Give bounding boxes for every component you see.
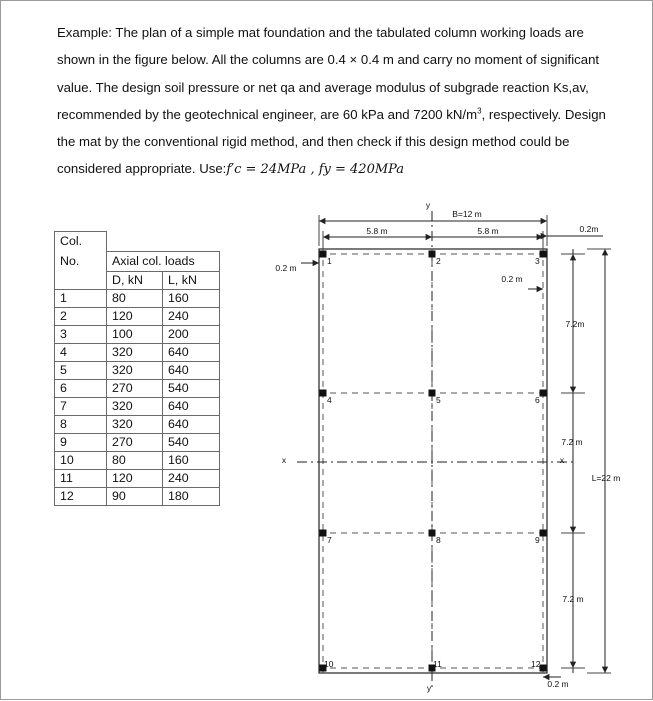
- dimension-arrow: [570, 387, 576, 393]
- row-live-load: 180: [163, 487, 220, 505]
- header-live-load: L, kN: [163, 271, 220, 289]
- dimension-label: B=12 m: [452, 209, 482, 219]
- row-col-no: 9: [55, 433, 107, 451]
- row-col-no: 4: [55, 343, 107, 361]
- row-dead-load: 100: [107, 325, 163, 343]
- row-dead-load: 120: [107, 469, 163, 487]
- row-dead-load: 320: [107, 361, 163, 379]
- row-dead-load: 120: [107, 307, 163, 325]
- row-dead-load: 80: [107, 289, 163, 307]
- mat-foundation-plan: [1, 1, 653, 701]
- row-live-load: 240: [163, 469, 220, 487]
- column-label: 7: [327, 535, 332, 545]
- problem-text-part-1: Example: The plan of a simple mat foundation and the tabulated column working loads are shown in the figure below. All the columns are 0.4 × 0.4 m and carry no moment of significant value. The design soil pressure or net qa and average modulus of subgrade reaction Ks,av, recommended by the geotechnical engineer, are 60 kPa and 7200 kN/m: [57, 25, 600, 122]
- axis-label-x: x: [559, 455, 565, 465]
- dimension-label: L=22 m: [591, 473, 621, 483]
- row-dead-load: 270: [107, 433, 163, 451]
- row-live-load: 640: [163, 397, 220, 415]
- column-marker: [540, 390, 547, 397]
- mat-outline: [319, 249, 547, 673]
- column-label: 12: [531, 659, 541, 669]
- dimension-label: 0.2m: [579, 224, 599, 234]
- row-col-no: 11: [55, 469, 107, 487]
- row-col-no: 12: [55, 487, 107, 505]
- column-marker: [429, 390, 436, 397]
- dimension-arrow: [537, 286, 543, 292]
- dimension-arrow: [570, 662, 576, 668]
- header-no: No.: [55, 251, 107, 271]
- dimension-arrow: [541, 233, 547, 239]
- row-live-load: 540: [163, 433, 220, 451]
- column-marker: [540, 530, 547, 537]
- row-live-load: 240: [163, 307, 220, 325]
- column-marker: [320, 530, 327, 537]
- dimension-arrow: [570, 254, 576, 260]
- row-dead-load: 320: [107, 343, 163, 361]
- dimension-label: 0.2 m: [501, 274, 523, 284]
- dimension-arrow: [541, 218, 547, 224]
- column-marker: [429, 251, 436, 258]
- problem-superscript: 3: [477, 106, 482, 116]
- column-marker: [540, 665, 547, 672]
- row-live-load: 160: [163, 451, 220, 469]
- row-live-load: 540: [163, 379, 220, 397]
- row-col-no: 6: [55, 379, 107, 397]
- dimension-label: 0.2 m: [275, 263, 297, 273]
- dimension-label: 7.2m: [565, 319, 585, 329]
- column-label: 4: [327, 395, 332, 405]
- header-col: Col.: [55, 232, 107, 252]
- dimension-arrow: [313, 260, 319, 266]
- dimension-label: 5.8 m: [477, 226, 499, 236]
- row-dead-load: 320: [107, 397, 163, 415]
- row-col-no: 2: [55, 307, 107, 325]
- row-dead-load: 270: [107, 379, 163, 397]
- axis-label-y: y: [426, 683, 432, 693]
- row-col-no: 8: [55, 415, 107, 433]
- column-label: 1: [327, 256, 332, 266]
- problem-text-part-2: , respectively. Design the mat by the conventional rigid method, and then check if this design method could be considered appropriate. Use:: [57, 106, 606, 177]
- row-live-load: 640: [163, 343, 220, 361]
- column-label: 5: [436, 395, 441, 405]
- row-dead-load: 320: [107, 415, 163, 433]
- dimension-label: 7.2 m: [562, 594, 584, 604]
- row-col-no: 5: [55, 361, 107, 379]
- axis-label-y: y: [425, 200, 431, 210]
- column-label: 8: [436, 535, 441, 545]
- row-live-load: 160: [163, 289, 220, 307]
- dimension-arrow: [602, 249, 608, 255]
- axis-label-x: x: [281, 455, 287, 465]
- row-col-no: 1: [55, 289, 107, 307]
- dimension-label: 0.2 m: [547, 679, 569, 689]
- column-label: 2: [436, 256, 441, 266]
- header-axial-loads: Axial col. loads: [107, 251, 220, 271]
- header-dead-load: D, kN: [107, 271, 163, 289]
- dimension-arrow: [319, 218, 325, 224]
- row-dead-load: 80: [107, 451, 163, 469]
- row-live-load: 640: [163, 415, 220, 433]
- row-live-load: 640: [163, 361, 220, 379]
- column-label: 3: [535, 256, 540, 266]
- row-col-no: 7: [55, 397, 107, 415]
- column-marker: [320, 251, 327, 258]
- dimension-label: 7.2 m: [561, 437, 583, 447]
- column-label: 6: [535, 395, 540, 405]
- row-live-load: 200: [163, 325, 220, 343]
- dimension-arrow: [570, 527, 576, 533]
- column-marker: [429, 530, 436, 537]
- row-col-no: 10: [55, 451, 107, 469]
- dimension-label: 5.8 m: [366, 226, 388, 236]
- row-col-no: 3: [55, 325, 107, 343]
- row-dead-load: 90: [107, 487, 163, 505]
- dimension-arrow: [602, 667, 608, 673]
- column-label: 10: [324, 659, 334, 669]
- dimension-arrow: [323, 234, 329, 240]
- column-marker: [320, 390, 327, 397]
- problem-math: f′c = 24MPa , fy = 420MPa: [226, 162, 405, 178]
- column-label: 9: [535, 535, 540, 545]
- dimension-arrow: [426, 234, 432, 240]
- column-label: 11: [433, 659, 442, 669]
- column-marker: [540, 251, 547, 258]
